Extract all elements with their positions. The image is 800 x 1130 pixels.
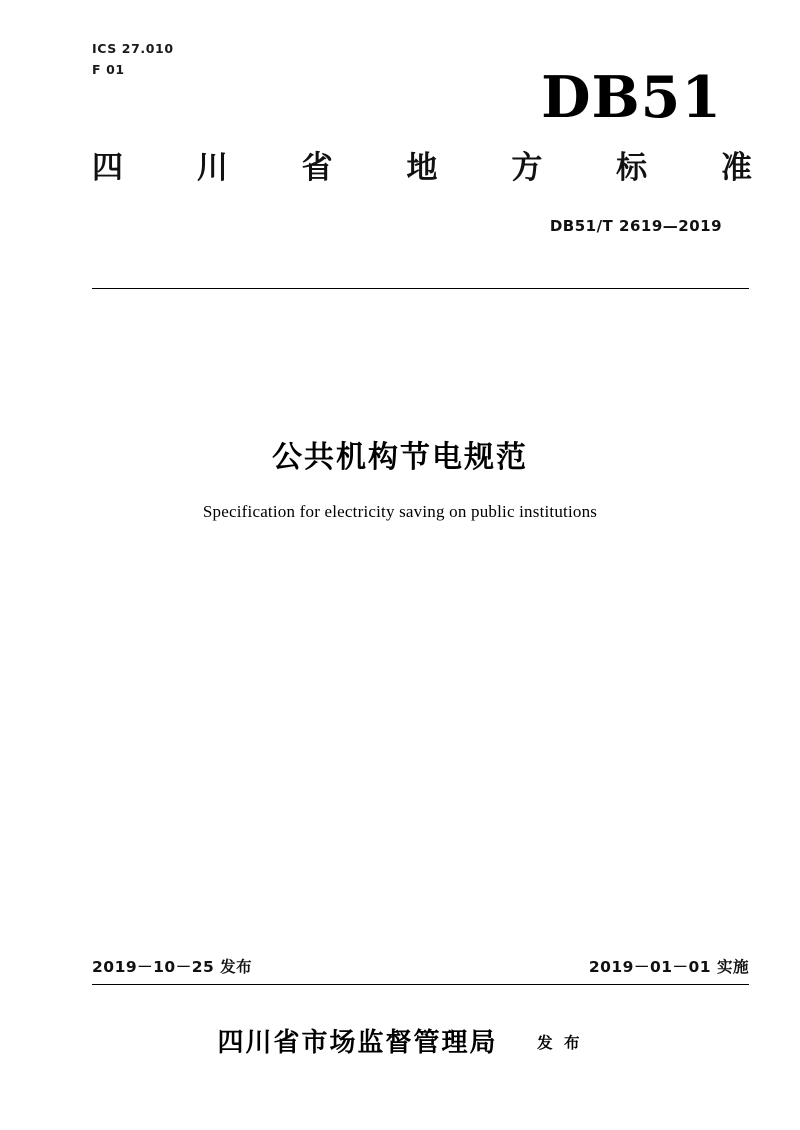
issue-date: 2019－10－25 发布 <box>92 958 253 976</box>
province-title-char-4: 方 <box>511 150 543 186</box>
publisher-name: 四川省市场监督管理局 <box>217 1028 498 1058</box>
province-title-char-6: 准 <box>720 150 752 186</box>
effective-date: 2019－01－01 实施 <box>588 958 749 976</box>
province-standard-title <box>92 148 752 188</box>
ics-code-block <box>92 38 174 80</box>
province-title-char-3: 地 <box>406 150 438 186</box>
standard-number: DB51/T 2619—2019 <box>549 217 722 235</box>
footer-divider <box>92 984 749 985</box>
document-title-english: Specification for electricity saving on public institutions <box>202 502 598 521</box>
ics-code: ICS 27.010 <box>92 41 174 56</box>
publisher-row <box>0 1022 800 1059</box>
standard-mark: DB51 <box>541 64 722 131</box>
document-title-chinese: 公共机构节电规范 <box>272 440 528 475</box>
classification-code: F 01 <box>92 62 125 77</box>
province-title-char-5: 标 <box>616 150 648 186</box>
province-title-char-1: 川 <box>196 150 228 186</box>
header-divider <box>92 288 749 289</box>
publisher-action: 发 布 <box>537 1034 583 1052</box>
province-title-char-0: 四 <box>92 150 123 186</box>
dates-row <box>92 955 749 977</box>
province-title-char-2: 省 <box>301 150 333 186</box>
